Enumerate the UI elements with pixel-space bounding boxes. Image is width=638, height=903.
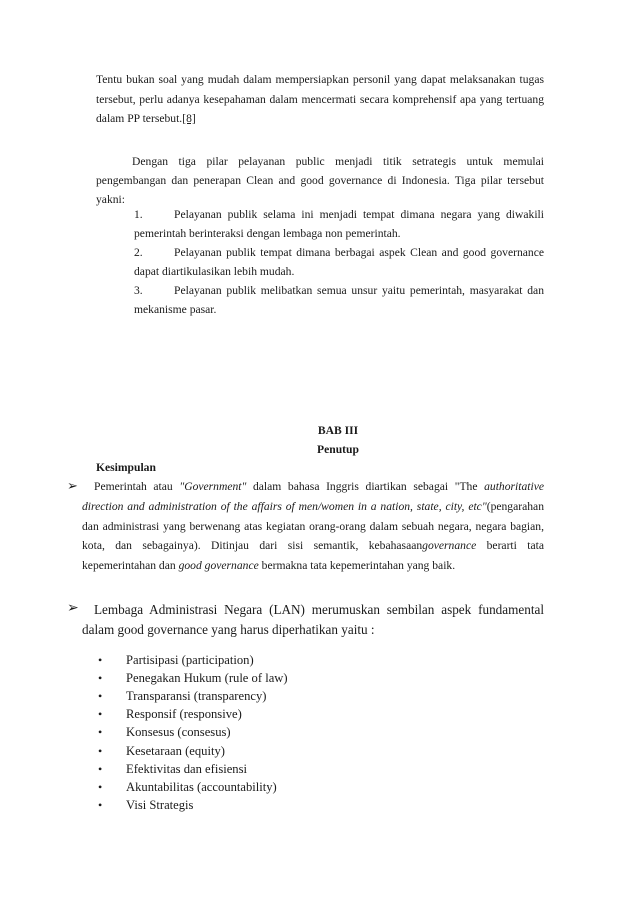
paragraph-lan-aspects bbox=[82, 600, 544, 640]
list-item-text: Visi Strategis bbox=[126, 798, 194, 813]
paragraph-intro bbox=[96, 70, 544, 129]
list-number: 3. bbox=[134, 284, 143, 297]
list-item bbox=[96, 797, 496, 815]
list-item-text: Transparansi (transparency) bbox=[126, 688, 267, 703]
list-item bbox=[96, 760, 496, 778]
list-item-text: Akuntabilitas (accountability) bbox=[126, 779, 277, 794]
list-item-text: Pelayanan publik melibatkan semua unsur yaitu pemerintah, masyarakat dan mekanisme pasar. bbox=[134, 284, 544, 316]
list-item-text: Partisipasi (participation) bbox=[126, 652, 254, 667]
para3-text-2: dalam bahasa Inggris diartikan sebagai "The bbox=[246, 480, 485, 493]
para3-text-5: bermakna tata kepemerintahan yang baik. bbox=[258, 559, 456, 573]
bullet-icon: • bbox=[98, 743, 103, 758]
section-heading-kesimpulan: Kesimpulan bbox=[96, 461, 156, 474]
chapter-title bbox=[0, 443, 638, 456]
list-number: 2. bbox=[134, 246, 143, 259]
para3-italic-1: "Government" bbox=[179, 480, 247, 493]
bullet-icon: • bbox=[98, 652, 103, 667]
list-item bbox=[96, 687, 496, 705]
list-item-text: Penegakan Hukum (rule of law) bbox=[126, 670, 288, 685]
list-item-text: Pelayanan publik selama ini menjadi tempat dimana negara yang diwakili pemerintah berinteraksi dengan lembaga non pemerintah. bbox=[134, 208, 544, 240]
para3-italic-3: governance bbox=[422, 539, 477, 553]
list-item bbox=[96, 706, 496, 724]
list-item bbox=[134, 281, 544, 319]
list-item bbox=[96, 669, 496, 687]
chapter-number-text: BAB III bbox=[317, 424, 359, 437]
list-item bbox=[96, 651, 496, 669]
list-item bbox=[96, 778, 496, 796]
bullet-icon: • bbox=[98, 779, 103, 794]
paragraph-intro-text: Tentu bukan soal yang mudah dalam mempersiapkan personil yang dapat melaksanakan tugas tersebut, perlu adanya kesepahaman dalam mencermati secara komprehensif apa yang tertuang dalam PP tersebut. bbox=[96, 73, 544, 125]
paragraph-government-definition bbox=[82, 477, 544, 576]
list-item bbox=[96, 742, 496, 760]
arrow-bullet-icon: ➢ bbox=[67, 478, 78, 493]
list-item-text: Responsif (responsive) bbox=[126, 707, 242, 722]
aspects-list bbox=[96, 651, 496, 815]
bullet-icon: • bbox=[98, 761, 103, 776]
bullet-icon: • bbox=[98, 707, 103, 722]
para3-text-3: (pengarahan dan administrasi yang berwenang atas kegiatan orang-orang dalam sebuah negara, negara bagian, kota, dan sebagainya). Ditinjau dari sisi semantik, kebahasaan bbox=[82, 499, 544, 553]
para3-italic-4: good governance bbox=[178, 559, 259, 573]
list-item-text: Efektivitas dan efisiensi bbox=[126, 761, 248, 776]
citation-link[interactable]: [8] bbox=[182, 112, 196, 125]
bullet-icon: • bbox=[98, 670, 103, 685]
chapter-title-text: Penutup bbox=[317, 443, 359, 456]
bullet-icon: • bbox=[98, 688, 103, 703]
list-item-text: Pelayanan publik tempat dimana berbagai aspek Clean and good governance dapat diartikulasikan lebih mudah. bbox=[134, 246, 544, 278]
list-item bbox=[134, 243, 544, 281]
arrow-bullet-icon: ➢ bbox=[67, 601, 79, 616]
chapter-number bbox=[0, 424, 638, 437]
pillars-list bbox=[134, 205, 544, 319]
bullet-icon: • bbox=[98, 798, 103, 813]
list-item-text: Konsesus (consesus) bbox=[126, 725, 231, 740]
list-item-text: Kesetaraan (equity) bbox=[126, 743, 225, 758]
bullet-icon: • bbox=[98, 725, 103, 740]
para3-text-4: berarti tata kepemerintahan dan bbox=[82, 539, 544, 573]
para3-text-1: Pemerintah atau bbox=[94, 480, 180, 493]
list-item bbox=[134, 205, 544, 243]
para3-italic-2: authoritative direction and administration of the affairs of men/women in a nation, state, city, etc" bbox=[82, 480, 544, 513]
paragraph-lan-aspects-text: Lembaga Administrasi Negara (LAN) merumuskan sembilan aspek fundamental dalam good governance yang harus diperhatikan yaitu : bbox=[82, 602, 544, 637]
paragraph-three-pillars: Dengan tiga pilar pelayanan public menjadi titik setrategis untuk memulai pengembangan dan penerapan Clean and good governance di Indonesia. Tiga pilar tersebut yakni: bbox=[96, 155, 544, 206]
list-number: 1. bbox=[134, 208, 143, 221]
list-item bbox=[96, 724, 496, 742]
